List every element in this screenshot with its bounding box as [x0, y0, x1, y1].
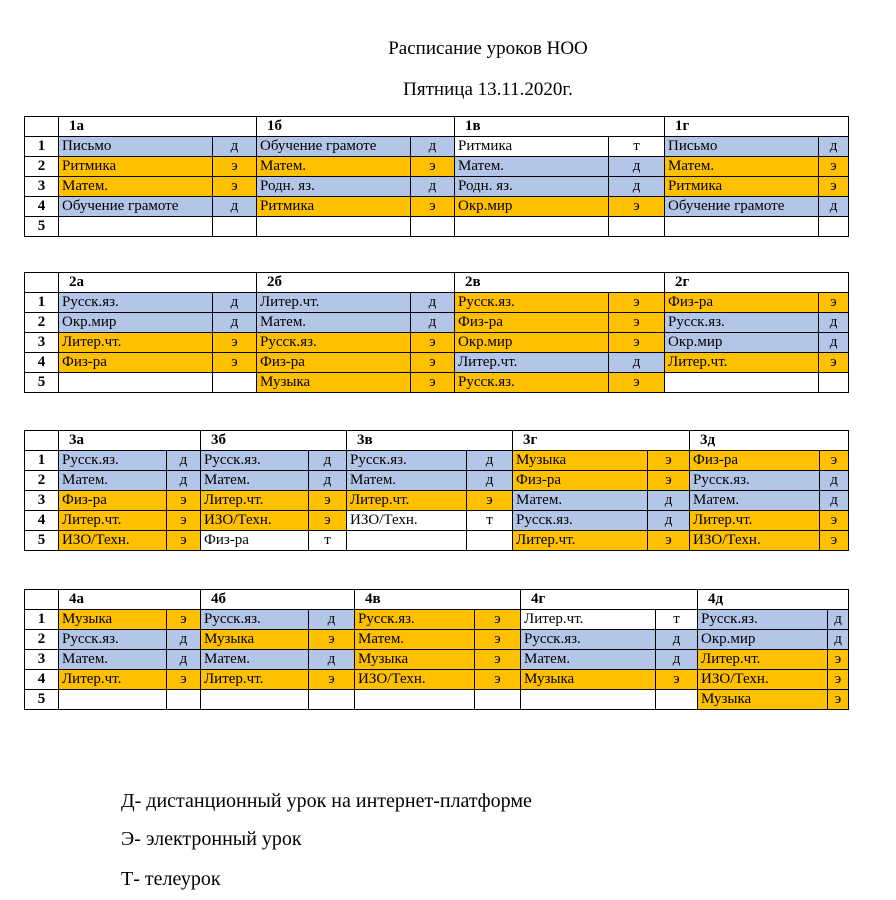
- subject-cell: Матем.: [257, 157, 411, 177]
- subject-cell: [201, 690, 309, 710]
- subject-cell: Ритмика: [665, 177, 819, 197]
- table-row: [25, 471, 849, 491]
- subject-cell: ИЗО/Техн.: [355, 670, 475, 690]
- subject-cell: [59, 217, 213, 237]
- subject-cell: Музыка: [698, 690, 828, 710]
- lesson-number: 1: [25, 610, 59, 630]
- mode-cell: т: [609, 137, 665, 157]
- lesson-number: 4: [25, 670, 59, 690]
- mode-cell: д: [167, 650, 201, 670]
- mode-cell: э: [820, 511, 849, 531]
- subject-cell: Русск.яз.: [513, 511, 648, 531]
- class-header: 3д: [690, 431, 849, 451]
- subject-cell: [521, 690, 656, 710]
- mode-cell: э: [648, 451, 690, 471]
- subject-cell: [257, 217, 411, 237]
- subject-cell: Русск.яз.: [355, 610, 475, 630]
- mode-cell: д: [213, 293, 257, 313]
- mode-cell: д: [609, 177, 665, 197]
- subject-cell: Матем.: [355, 630, 475, 650]
- mode-cell: д: [609, 157, 665, 177]
- mode-cell: д: [167, 471, 201, 491]
- subject-cell: Музыка: [513, 451, 648, 471]
- subject-cell: Русск.яз.: [455, 293, 609, 313]
- mode-cell: д: [309, 451, 347, 471]
- mode-cell: э: [411, 197, 455, 217]
- subject-cell: Русск.яз.: [201, 451, 309, 471]
- table-header-row: [25, 431, 849, 451]
- class-header: 1б: [257, 117, 455, 137]
- mode-cell: э: [411, 353, 455, 373]
- mode-cell: э: [820, 451, 849, 471]
- mode-cell: д: [213, 197, 257, 217]
- mode-cell: э: [819, 353, 849, 373]
- subject-cell: ИЗО/Техн.: [690, 531, 820, 551]
- subject-cell: Матем.: [201, 471, 309, 491]
- lesson-number: 4: [25, 511, 59, 531]
- lesson-number: 4: [25, 197, 59, 217]
- subject-cell: Русск.яз.: [59, 293, 213, 313]
- mode-cell: э: [475, 670, 521, 690]
- subject-cell: Физ-ра: [59, 491, 167, 511]
- subject-cell: Матем.: [690, 491, 820, 511]
- mode-cell: э: [475, 610, 521, 630]
- lesson-number: 2: [25, 313, 59, 333]
- mode-cell: д: [167, 630, 201, 650]
- lesson-number: 4: [25, 353, 59, 373]
- subject-cell: Окр.мир: [455, 197, 609, 217]
- table-row: [25, 451, 849, 471]
- mode-cell: э: [609, 293, 665, 313]
- subject-cell: Матем.: [59, 471, 167, 491]
- mode-cell: э: [609, 373, 665, 393]
- mode-cell: [819, 217, 849, 237]
- mode-cell: э: [411, 157, 455, 177]
- subject-cell: Обучение грамоте: [665, 197, 819, 217]
- lesson-number: 2: [25, 471, 59, 491]
- mode-cell: д: [411, 177, 455, 197]
- subject-cell: Русск.яз.: [455, 373, 609, 393]
- lesson-number: 2: [25, 157, 59, 177]
- lesson-number: 1: [25, 451, 59, 471]
- table-row: [25, 630, 849, 650]
- subject-cell: ИЗО/Техн.: [347, 511, 467, 531]
- mode-cell: [213, 217, 257, 237]
- table-row: [25, 670, 849, 690]
- mode-cell: э: [309, 670, 355, 690]
- class-header: 4д: [698, 590, 849, 610]
- mode-cell: э: [828, 690, 849, 710]
- subject-cell: [355, 690, 475, 710]
- mode-cell: э: [213, 157, 257, 177]
- subject-cell: Русск.яз.: [665, 313, 819, 333]
- mode-cell: т: [656, 610, 698, 630]
- subject-cell: Ритмика: [59, 157, 213, 177]
- subject-cell: Русск.яз.: [59, 451, 167, 471]
- subject-cell: [665, 373, 819, 393]
- mode-cell: [167, 690, 201, 710]
- subject-cell: Матем.: [455, 157, 609, 177]
- legend-distance: Д- дистанционный урок на интернет-платформе: [121, 790, 532, 812]
- lesson-number: 5: [25, 217, 59, 237]
- subject-cell: Литер.чт.: [201, 670, 309, 690]
- lesson-number: 2: [25, 630, 59, 650]
- subject-cell: Литер.чт.: [690, 511, 820, 531]
- mode-cell: э: [828, 670, 849, 690]
- schedule-table-grade-4: [24, 589, 849, 710]
- subject-cell: Ритмика: [257, 197, 411, 217]
- mode-cell: д: [467, 451, 513, 471]
- mode-cell: т: [309, 531, 347, 551]
- subject-cell: Музыка: [521, 670, 656, 690]
- subject-cell: Литер.чт.: [347, 491, 467, 511]
- lesson-number: 3: [25, 491, 59, 511]
- mode-cell: э: [828, 650, 849, 670]
- mode-cell: д: [609, 353, 665, 373]
- mode-cell: д: [411, 137, 455, 157]
- class-header: 2в: [455, 273, 665, 293]
- table-row: [25, 531, 849, 551]
- subject-cell: Музыка: [201, 630, 309, 650]
- subject-cell: Музыка: [355, 650, 475, 670]
- subject-cell: Окр.мир: [698, 630, 828, 650]
- mode-cell: д: [819, 333, 849, 353]
- mode-cell: э: [213, 353, 257, 373]
- table-row: [25, 373, 849, 393]
- subject-cell: Литер.чт.: [698, 650, 828, 670]
- corner-cell: [25, 431, 59, 451]
- mode-cell: э: [475, 650, 521, 670]
- lesson-number: 3: [25, 333, 59, 353]
- class-header: 3а: [59, 431, 201, 451]
- subject-cell: Физ-ра: [513, 471, 648, 491]
- mode-cell: д: [213, 313, 257, 333]
- mode-cell: [656, 690, 698, 710]
- mode-cell: э: [167, 670, 201, 690]
- lesson-number: 5: [25, 531, 59, 551]
- subject-cell: ИЗО/Техн.: [59, 531, 167, 551]
- subject-cell: [59, 690, 167, 710]
- mode-cell: [411, 217, 455, 237]
- mode-cell: э: [609, 333, 665, 353]
- subject-cell: Литер.чт.: [665, 353, 819, 373]
- mode-cell: э: [609, 313, 665, 333]
- mode-cell: э: [309, 491, 347, 511]
- class-header: 2а: [59, 273, 257, 293]
- subject-cell: Окр.мир: [59, 313, 213, 333]
- subject-cell: Музыка: [257, 373, 411, 393]
- subject-cell: Литер.чт.: [521, 610, 656, 630]
- subject-cell: [665, 217, 819, 237]
- mode-cell: д: [309, 650, 355, 670]
- table-row: [25, 690, 849, 710]
- table-row: [25, 157, 849, 177]
- subject-cell: Литер.чт.: [59, 670, 167, 690]
- subject-cell: Литер.чт.: [201, 491, 309, 511]
- mode-cell: д: [167, 451, 201, 471]
- lesson-number: 1: [25, 137, 59, 157]
- mode-cell: д: [820, 491, 849, 511]
- table-row: [25, 353, 849, 373]
- mode-cell: э: [609, 197, 665, 217]
- legend-electronic: Э- электронный урок: [121, 828, 302, 850]
- table-header-row: [25, 590, 849, 610]
- mode-cell: д: [648, 511, 690, 531]
- subject-cell: Литер.чт.: [59, 333, 213, 353]
- page-subtitle: Пятница 13.11.2020г.: [403, 79, 573, 100]
- subject-cell: Матем.: [257, 313, 411, 333]
- mode-cell: д: [411, 313, 455, 333]
- table-row: [25, 197, 849, 217]
- mode-cell: т: [467, 511, 513, 531]
- subject-cell: Письмо: [665, 137, 819, 157]
- mode-cell: д: [656, 630, 698, 650]
- subject-cell: Матем.: [347, 471, 467, 491]
- subject-cell: Физ-ра: [665, 293, 819, 313]
- subject-cell: Физ-ра: [455, 313, 609, 333]
- table-row: [25, 511, 849, 531]
- mode-cell: э: [819, 157, 849, 177]
- table-row: [25, 293, 849, 313]
- mode-cell: э: [819, 293, 849, 313]
- subject-cell: Литер.чт.: [513, 531, 648, 551]
- mode-cell: д: [819, 137, 849, 157]
- mode-cell: э: [167, 531, 201, 551]
- subject-cell: Литер.чт.: [59, 511, 167, 531]
- subject-cell: Физ-ра: [59, 353, 213, 373]
- mode-cell: э: [309, 511, 347, 531]
- mode-cell: э: [411, 333, 455, 353]
- mode-cell: э: [467, 491, 513, 511]
- subject-cell: Физ-ра: [690, 451, 820, 471]
- mode-cell: д: [648, 491, 690, 511]
- table-row: [25, 333, 849, 353]
- table-row: [25, 177, 849, 197]
- class-header: 4г: [521, 590, 698, 610]
- page-title: Расписание уроков НОО: [388, 38, 588, 59]
- subject-cell: Матем.: [665, 157, 819, 177]
- mode-cell: [309, 690, 355, 710]
- table-row: [25, 313, 849, 333]
- subject-cell: Родн. яз.: [257, 177, 411, 197]
- subject-cell: Окр.мир: [665, 333, 819, 353]
- mode-cell: [609, 217, 665, 237]
- class-header: 1а: [59, 117, 257, 137]
- corner-cell: [25, 273, 59, 293]
- subject-cell: [347, 531, 467, 551]
- mode-cell: д: [828, 630, 849, 650]
- lesson-number: 5: [25, 373, 59, 393]
- subject-cell: Физ-ра: [201, 531, 309, 551]
- mode-cell: э: [213, 177, 257, 197]
- mode-cell: д: [213, 137, 257, 157]
- subject-cell: ИЗО/Техн.: [201, 511, 309, 531]
- mode-cell: э: [167, 511, 201, 531]
- mode-cell: [467, 531, 513, 551]
- subject-cell: Ритмика: [455, 137, 609, 157]
- subject-cell: Музыка: [59, 610, 167, 630]
- table-row: [25, 650, 849, 670]
- subject-cell: Русск.яз.: [521, 630, 656, 650]
- mode-cell: э: [648, 471, 690, 491]
- mode-cell: д: [819, 197, 849, 217]
- schedule-table-grade-1: [24, 116, 849, 237]
- mode-cell: э: [475, 630, 521, 650]
- mode-cell: д: [819, 313, 849, 333]
- mode-cell: д: [467, 471, 513, 491]
- mode-cell: д: [411, 293, 455, 313]
- subject-cell: Литер.чт.: [257, 293, 411, 313]
- mode-cell: [819, 373, 849, 393]
- class-header: 3г: [513, 431, 690, 451]
- mode-cell: д: [656, 650, 698, 670]
- subject-cell: Матем.: [521, 650, 656, 670]
- class-header: 2б: [257, 273, 455, 293]
- class-header: 3в: [347, 431, 513, 451]
- mode-cell: [213, 373, 257, 393]
- class-header: 2г: [665, 273, 849, 293]
- table-header-row: [25, 273, 849, 293]
- table-row: [25, 217, 849, 237]
- subject-cell: Русск.яз.: [698, 610, 828, 630]
- lesson-number: 3: [25, 177, 59, 197]
- subject-cell: Матем.: [201, 650, 309, 670]
- lesson-number: 5: [25, 690, 59, 710]
- subject-cell: Русск.яз.: [59, 630, 167, 650]
- subject-cell: Литер.чт.: [455, 353, 609, 373]
- mode-cell: э: [656, 670, 698, 690]
- mode-cell: э: [411, 373, 455, 393]
- mode-cell: э: [820, 531, 849, 551]
- subject-cell: Русск.яз.: [257, 333, 411, 353]
- table-row: [25, 137, 849, 157]
- mode-cell: д: [309, 471, 347, 491]
- subject-cell: Матем.: [513, 491, 648, 511]
- subject-cell: Письмо: [59, 137, 213, 157]
- subject-cell: Обучение грамоте: [257, 137, 411, 157]
- class-header: 1г: [665, 117, 849, 137]
- subject-cell: Родн. яз.: [455, 177, 609, 197]
- subject-cell: Русск.яз.: [201, 610, 309, 630]
- subject-cell: Русск.яз.: [347, 451, 467, 471]
- class-header: 3б: [201, 431, 347, 451]
- subject-cell: [59, 373, 213, 393]
- lesson-number: 3: [25, 650, 59, 670]
- mode-cell: э: [213, 333, 257, 353]
- legend-tv: Т- телеурок: [121, 868, 221, 890]
- mode-cell: [475, 690, 521, 710]
- mode-cell: э: [309, 630, 355, 650]
- subject-cell: Окр.мир: [455, 333, 609, 353]
- mode-cell: э: [648, 531, 690, 551]
- schedule-table-grade-3: [24, 430, 849, 551]
- subject-cell: Обучение грамоте: [59, 197, 213, 217]
- corner-cell: [25, 117, 59, 137]
- subject-cell: [455, 217, 609, 237]
- table-row: [25, 491, 849, 511]
- mode-cell: э: [167, 491, 201, 511]
- mode-cell: д: [828, 610, 849, 630]
- mode-cell: д: [820, 471, 849, 491]
- table-header-row: [25, 117, 849, 137]
- corner-cell: [25, 590, 59, 610]
- class-header: 4б: [201, 590, 355, 610]
- subject-cell: ИЗО/Техн.: [698, 670, 828, 690]
- lesson-number: 1: [25, 293, 59, 313]
- mode-cell: э: [167, 610, 201, 630]
- mode-cell: э: [819, 177, 849, 197]
- subject-cell: Русск.яз.: [690, 471, 820, 491]
- subject-cell: Матем.: [59, 177, 213, 197]
- class-header: 4а: [59, 590, 201, 610]
- subject-cell: Матем.: [59, 650, 167, 670]
- class-header: 1в: [455, 117, 665, 137]
- table-row: [25, 610, 849, 630]
- schedule-table-grade-2: [24, 272, 849, 393]
- class-header: 4в: [355, 590, 521, 610]
- mode-cell: д: [309, 610, 355, 630]
- subject-cell: Физ-ра: [257, 353, 411, 373]
